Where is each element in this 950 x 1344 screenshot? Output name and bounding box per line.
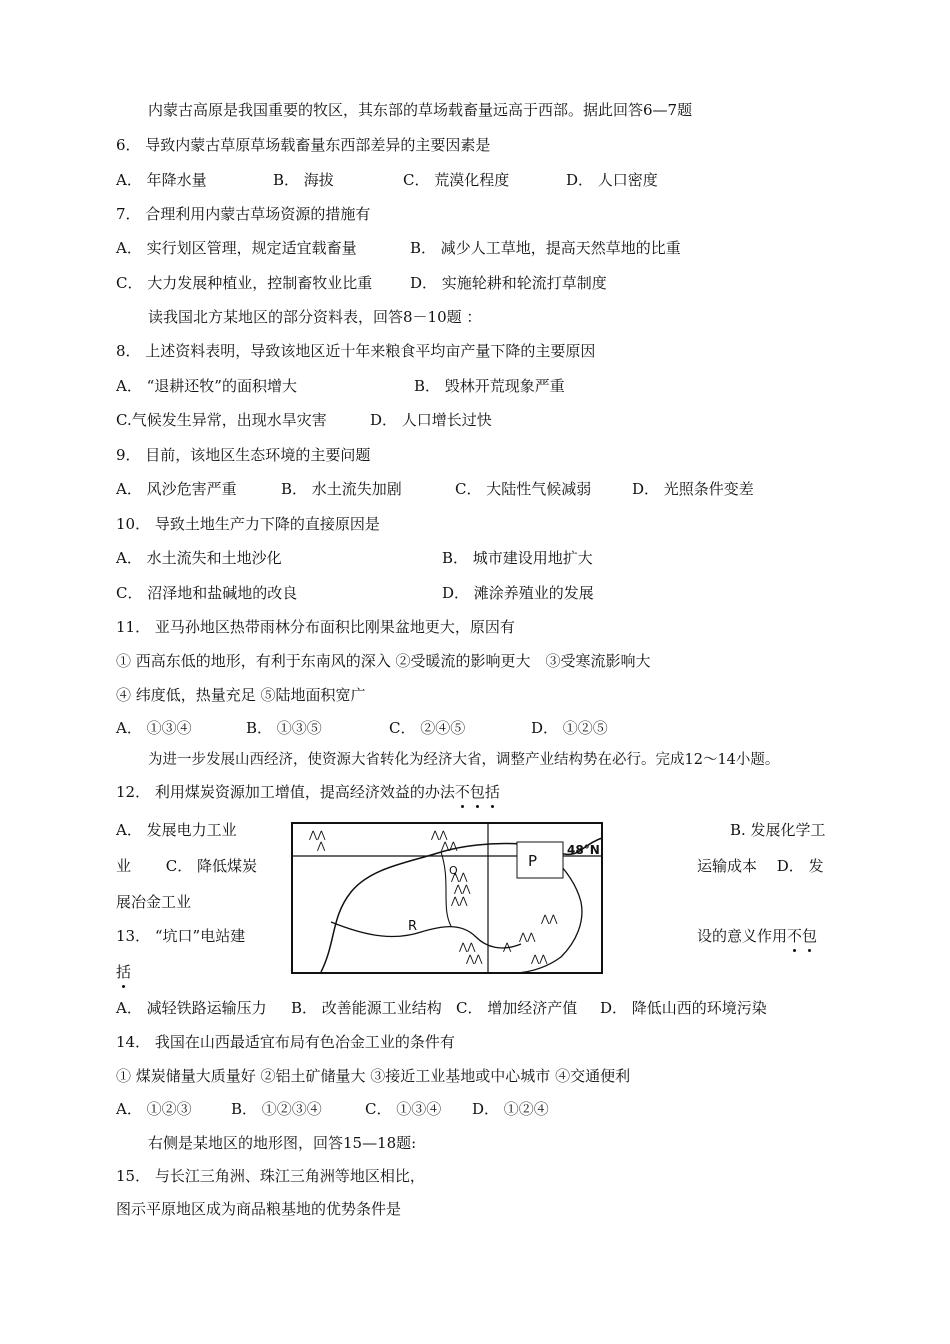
question-10-option-c: C． 沼泽地和盐碱地的改良 xyxy=(116,584,298,602)
question-6-option-d: D． 人口密度 xyxy=(566,171,658,189)
intro-8-10: 读我国北方某地区的部分资料表，回答8－10题 ： xyxy=(148,308,482,326)
svg-text:⋀: ⋀ xyxy=(317,841,326,852)
question-15-stem: 15． 与长江三角洲、珠江三角洲等地区相比， xyxy=(116,1167,425,1185)
question-8-option-a: A． “退耕还牧”的面积增大 xyxy=(116,377,297,395)
question-15-line-2: 图示平原地区成为商品粮基地的优势条件是 xyxy=(116,1200,402,1218)
question-12-emphasis xyxy=(455,783,500,801)
question-13-option-c: C． 增加经济产值 xyxy=(456,999,578,1017)
question-14-option-a: A． ①②③ xyxy=(116,1100,192,1118)
question-10-stem: 10． 导致土地生产力下降的直接原因是 xyxy=(116,515,380,533)
svg-text:⋀⋀: ⋀⋀ xyxy=(466,954,483,965)
svg-text:⋀⋀: ⋀⋀ xyxy=(459,942,476,953)
question-7-option-b: B． 减少人工草地，提高天然草地的比重 xyxy=(410,239,681,257)
question-11-option-c: C． ②④⑤ xyxy=(389,719,466,737)
question-14-option-b: B． ①②③④ xyxy=(231,1100,322,1118)
question-13-option-b: B． 改善能源工业结构 xyxy=(291,999,442,1017)
question-8-option-c: C.气候发生异常，出现水旱灾害 xyxy=(116,411,327,429)
p-label-box xyxy=(517,842,563,878)
question-7-option-c: C． 大力发展种植业，控制畜牧业比重 xyxy=(116,274,373,292)
intro-6-7: 内蒙古高原是我国重要的牧区，其东部的草场载畜量远高于西部。据此回答6—7题 xyxy=(148,101,693,119)
map-label-latitude: 48°N xyxy=(567,843,600,857)
map-label-r: R xyxy=(408,919,418,934)
question-13-stem-left: 13． “坑口”电站建 xyxy=(116,927,246,945)
question-8-stem: 8． 上述资料表明，导致该地区近十年来粮食平均亩产量下降的主要原因 xyxy=(116,342,596,360)
question-12-line-1-left: A． 发展电力工业 xyxy=(116,821,237,839)
question-12-line-2-left: 业 C． 降低煤炭 xyxy=(116,857,258,875)
question-13-stem-right-main: 设的意义作用 xyxy=(697,927,788,945)
question-11-line-2: ④ 纬度低，热量充足 ⑤陆地面积宽广 xyxy=(116,686,366,704)
intro-15-18: 右侧是某地区的地形图，回答15—18题: xyxy=(148,1134,417,1152)
svg-text:⋀⋀: ⋀⋀ xyxy=(531,954,548,965)
question-9-option-a: A． 风沙危害严重 xyxy=(116,480,237,498)
question-9-option-c: C． 大陆性气候减弱 xyxy=(455,480,592,498)
question-11-option-d: D． ①②⑤ xyxy=(531,719,608,737)
intro-12-14: 为进一步发展山西经济，使资源大省转化为经济大省，调整产业结构势在必行。完成12～14小题。 xyxy=(148,752,780,768)
question-11-option-a: A． ①③④ xyxy=(116,719,192,737)
question-9-stem: 9． 目前，该地区生态环境的主要问题 xyxy=(116,446,371,464)
question-13-stem-tail-text xyxy=(116,963,131,981)
question-12-line-2-right: 运输成本 D． 发 xyxy=(697,857,824,875)
question-12-stem xyxy=(116,782,500,802)
emphasis-char: 包 xyxy=(802,927,818,945)
svg-text:⋀⋀: ⋀⋀ xyxy=(431,830,448,841)
question-13-stem-right xyxy=(697,926,817,946)
question-8-option-d: D． 人口增长过快 xyxy=(370,411,492,429)
question-11-line-1: ① 西高东低的地形，有利于东南风的深入 ②受暖流的影响更大 ③受寒流影响大 xyxy=(116,652,651,670)
question-6-option-b: B． 海拔 xyxy=(273,171,334,189)
question-12-line-1-right: B. 发展化学工 xyxy=(730,821,826,839)
question-11-stem: 11． 亚马孙地区热带雨林分布面积比刚果盆地更大，原因有 xyxy=(116,618,515,636)
map-label-q: Q xyxy=(449,864,458,877)
question-12-stem-main: 12． 利用煤炭资源加工增值，提高经济效益的办法 xyxy=(116,783,455,801)
svg-text:⋀⋀: ⋀⋀ xyxy=(454,884,471,895)
question-9-option-b: B． 水土流失加剧 xyxy=(281,480,402,498)
svg-text:⋀⋀: ⋀⋀ xyxy=(451,896,468,907)
question-13-option-a: A． 减轻铁路运输压力 xyxy=(116,999,267,1017)
question-8-option-b: B． 毁林开荒现象严重 xyxy=(414,377,565,395)
question-14-line-1: ① 煤炭储量大质量好 ②铝土矿储量大 ③接近工业基地或中心城市 ④交通便利 xyxy=(116,1067,631,1085)
question-9-option-d: D． 光照条件变差 xyxy=(632,480,754,498)
emphasis-char: 括 xyxy=(484,783,500,801)
question-13-stem-tail xyxy=(116,962,131,982)
svg-text:⋀⋀: ⋀⋀ xyxy=(441,841,458,852)
terrain-map xyxy=(291,822,609,978)
svg-text:⋀⋀: ⋀⋀ xyxy=(309,830,326,841)
question-6-option-c: C． 荒漠化程度 xyxy=(403,171,510,189)
svg-text:⋀⋀: ⋀⋀ xyxy=(451,872,468,883)
emphasis-char: 不 xyxy=(454,783,470,801)
question-10-option-a: A． 水土流失和土地沙化 xyxy=(116,549,282,567)
question-6-option-a: A． 年降水量 xyxy=(116,171,207,189)
question-11-option-b: B． ①③⑤ xyxy=(246,719,322,737)
question-14-option-c: C． ①③④ xyxy=(365,1100,442,1118)
question-7-stem: 7． 合理利用内蒙古草场资源的措施有 xyxy=(116,205,371,223)
question-7-option-d: D． 实施轮耕和轮流打草制度 xyxy=(410,274,607,292)
emphasis-char: 括 xyxy=(116,963,132,981)
question-7-option-a: A． 实行划区管理，规定适宜载畜量 xyxy=(116,239,357,257)
question-10-option-d: D． 滩涂养殖业的发展 xyxy=(442,584,594,602)
question-12-line-3: 展冶金工业 xyxy=(116,893,192,911)
question-10-option-b: B． 城市建设用地扩大 xyxy=(442,549,593,567)
svg-text:⋀: ⋀ xyxy=(503,942,512,953)
question-14-stem: 14． 我国在山西最适宜布局有色冶金工业的条件有 xyxy=(116,1033,455,1051)
svg-text:⋀⋀: ⋀⋀ xyxy=(519,932,536,943)
question-13-emphasis xyxy=(787,927,817,945)
question-6-stem: 6． 导致内蒙古草原草场载畜量东西部差异的主要因素是 xyxy=(116,136,491,154)
question-13-option-d: D． 降低山西的环境污染 xyxy=(600,999,767,1017)
emphasis-char: 不 xyxy=(787,927,803,945)
map-label-p: P xyxy=(528,852,538,870)
question-14-option-d: D． ①②④ xyxy=(472,1100,549,1118)
emphasis-char: 包 xyxy=(469,783,485,801)
svg-text:⋀⋀: ⋀⋀ xyxy=(541,914,558,925)
